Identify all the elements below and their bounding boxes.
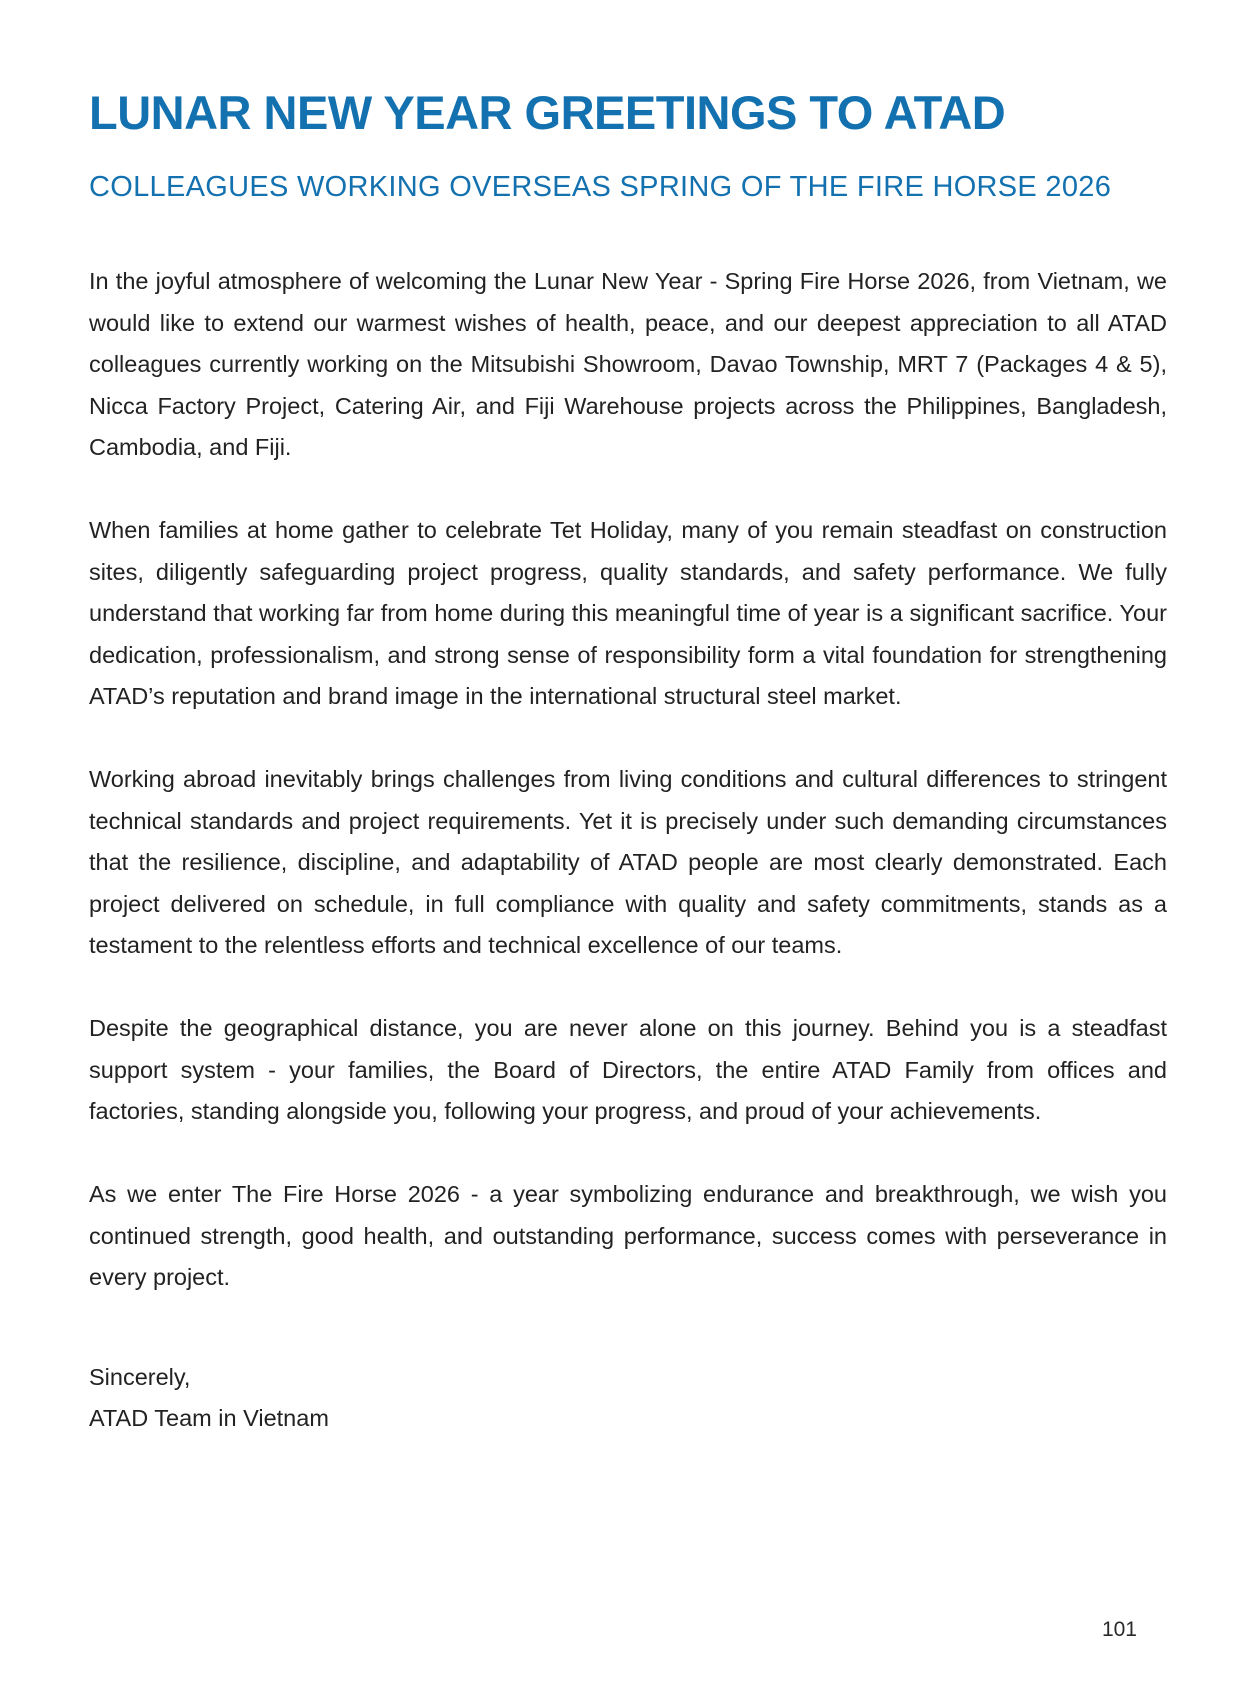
closing-block [89,1357,1167,1440]
page-number: 101 [1101,1618,1137,1641]
closing-salutation: Sincerely, [89,1363,191,1390]
paragraph-wishes: As we enter The Fire Horse 2026 - a year symbolizing endurance and breakthrough, we wish you continued strength, good health, and outstanding performance, success comes with perseverance in every project. [89,1181,1167,1290]
page-title: LUNAR NEW YEAR GREETINGS TO ATAD [89,86,1006,139]
closing-signature: ATAD Team in Vietnam [89,1405,329,1431]
paragraph-greeting: In the joyful atmosphere of welcoming the Lunar New Year - Spring Fire Horse 2026, from Vietnam, we would like to extend our warmest wishes of health, peace, and our deepest appreciation to all ATAD colleagues currently working on the Mitsubishi Showroom, Davao Township, MRT 7 (Packages 4 & 5), Nicca Factory Project, Catering Air, and Fiji Warehouse projects across the Philippines, Bangladesh, Cambodia, and Fiji. [89,268,1167,460]
page-subtitle: COLLEAGUES WORKING OVERSEAS SPRING OF THE FIRE HORSE 2026 [89,171,1112,203]
paragraph-tet-holiday: When families at home gather to celebrate Tet Holiday, many of you remain steadfast on construction sites, diligently safeguarding project progress, quality standards, and safety performance. We fully understand that working far from home during this meaningful time of year is a significant sacrifice. Your dedication, professionalism, and strong sense of responsibility form a vital foundation for strengthening ATAD’s reputation and brand image in the international structural steel market. [89,517,1167,709]
paragraph-support: Despite the geographical distance, you are never alone on this journey. Behind you is a steadfast support system - your families, the Board of Directors, the entire ATAD Family from offices and factories, standing alongside you, following your progress, and proud of your achievements. [89,1015,1167,1124]
paragraph-challenges: Working abroad inevitably brings challenges from living conditions and cultural differences to stringent technical standards and project requirements. Yet it is precisely under such demanding circumstances that the resilience, discipline, and adaptability of ATAD people are most clearly demonstrated. Each project delivered on schedule, in full compliance with quality and safety commitments, stands as a testament to the relentless efforts and technical excellence of our teams. [89,766,1167,958]
